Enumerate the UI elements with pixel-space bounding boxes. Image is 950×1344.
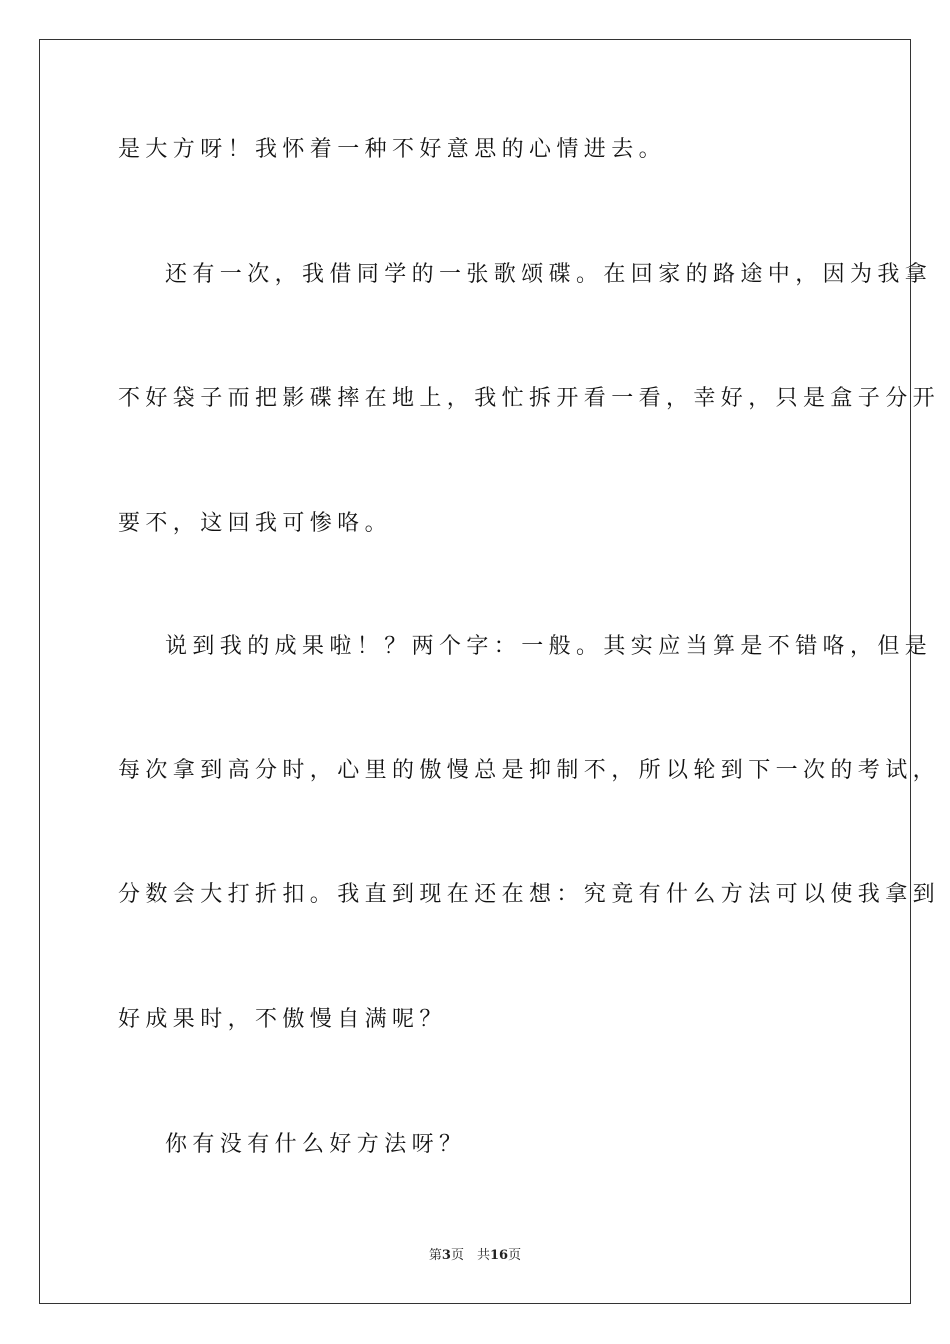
page-footer <box>0 1247 950 1265</box>
footer-suffix: 页 <box>508 1248 522 1263</box>
current-page-number: 3 <box>441 1248 451 1263</box>
paragraph-line: 你有没有什么好方法呀？ <box>165 1132 467 1157</box>
paragraph-line: 说到我的成果啦！？两个字：一般。其实应当算是不错咯，但是 <box>165 634 933 659</box>
paragraph-line: 分数会大打折扣。我直到现在还在想：究竟有什么方法可以使我拿到 <box>118 882 941 907</box>
paragraph-line: 不好袋子而把影碟摔在地上，我忙拆开看一看，幸好，只是盒子分开 <box>118 386 941 411</box>
paragraph-line: 还有一次，我借同学的一张歌颂碟。在回家的路途中，因为我拿 <box>165 262 933 287</box>
footer-middle: 页 共 <box>450 1248 490 1263</box>
paragraph-line: 每次拿到高分时，心里的傲慢总是抑制不，所以轮到下一次的考试， <box>118 758 941 783</box>
page-border <box>39 39 941 1304</box>
paragraph-line: 是大方呀！我怀着一种不好意思的心情进去。 <box>118 137 667 162</box>
total-pages-number: 16 <box>489 1248 509 1263</box>
paragraph-line: 好成果时，不傲慢自满呢？ <box>118 1007 447 1032</box>
paragraph-line: 要不，这回我可惨咯。 <box>118 511 393 536</box>
footer-prefix: 第 <box>428 1248 442 1263</box>
